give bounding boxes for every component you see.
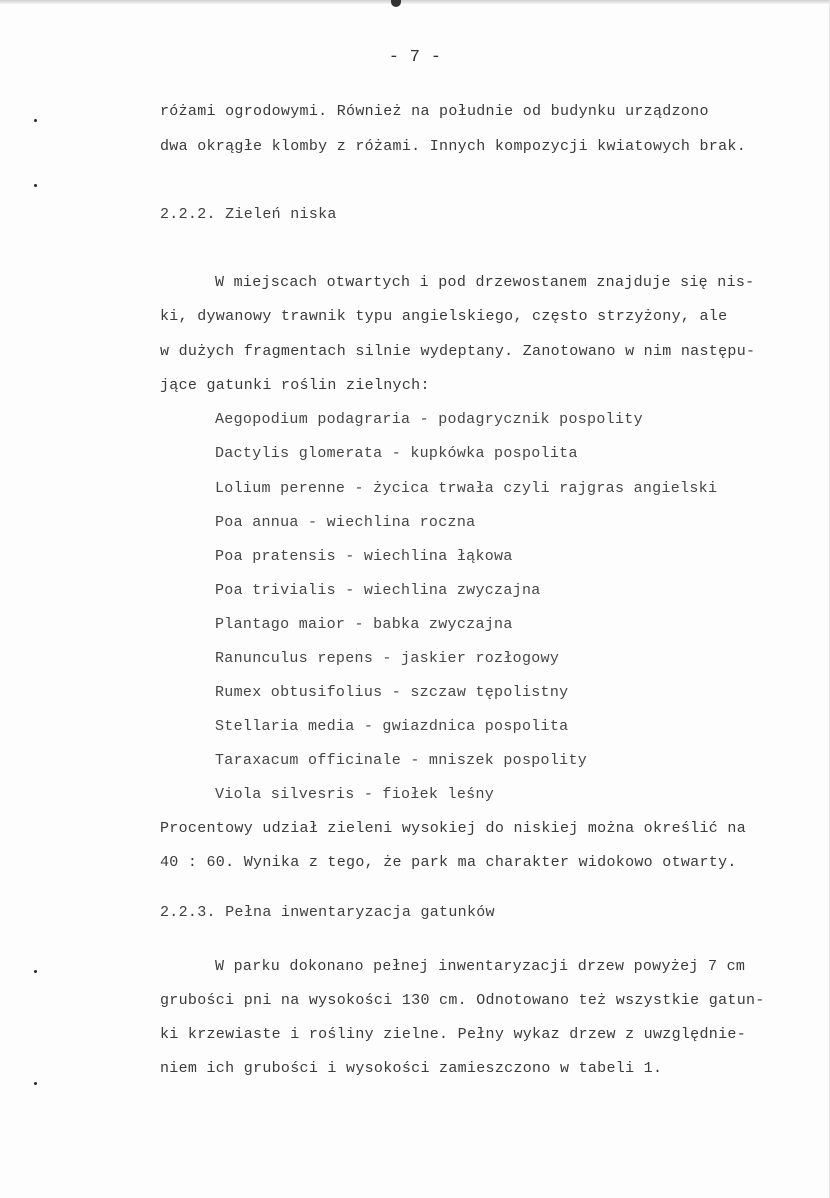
section-heading-low-greenery: 2.2.2. Zieleń niska [160,206,337,223]
paragraph-line: ki, dywanowy trawnik typu angielskiego, często strzyżony, ale [160,308,728,325]
section-heading-inventory: 2.2.3. Pełna inwentaryzacja gatunków [160,904,495,921]
paragraph-line: ki krzewiaste i rośliny zielne. Pełny wykaz drzew z uwzględnie- [160,1026,746,1043]
species-list-item: Viola silvesris - fiołek leśny [215,786,495,803]
species-list-item: Ranunculus repens - jaskier rozłogowy [215,650,560,667]
species-list-item: Aegopodium podagraria - podagrycznik pospolity [215,411,643,428]
paragraph-line: Procentowy udział zieleni wysokiej do niskiej można określić na [160,820,746,837]
page-number: - 7 - [388,48,442,67]
paragraph-line: W miejscach otwartych i pod drzewostanem znajduje się nis- [215,274,755,291]
paragraph-line: niem ich grubości i wysokości zamieszczono w tabeli 1. [160,1060,663,1077]
species-list-item: Taraxacum officinale - mniszek pospolity [215,752,588,769]
species-list-item: Poa annua - wiechlina roczna [215,514,476,531]
paragraph-line: jące gatunki roślin zielnych: [160,377,430,394]
species-list-item: Plantago maior - babka zwyczajna [215,616,513,633]
paragraph-line: grubości pni na wysokości 130 cm. Odnotowano też wszystkie gatun- [160,992,765,1009]
margin-dot [34,1082,37,1085]
intro-line: dwa okrągłe klomby z różami. Innych kompozycji kwiatowych brak. [160,138,746,155]
species-list-item: Lolium perenne - życica trwała czyli rajgras angielski [215,480,718,497]
margin-dot [34,119,37,122]
species-list-item: Dactylis glomerata - kupkówka pospolita [215,445,578,462]
margin-dot [34,184,37,187]
species-list-item: Poa pratensis - wiechlina łąkowa [215,548,513,565]
margin-dot [34,970,37,973]
species-list-item: Poa trivialis - wiechlina zwyczajna [215,582,541,599]
species-list-item: Rumex obtusifolius - szczaw tępolistny [215,684,569,701]
species-list-item: Stellaria media - gwiazdnica pospolita [215,718,569,735]
intro-line: różami ogrodowymi. Również na południe od budynku urządzono [160,103,709,120]
paragraph-line: 40 : 60. Wynika z tego, że park ma charakter widokowo otwarty. [160,854,737,871]
scan-top-edge [0,0,830,4]
paragraph-line: w dużych fragmentach silnie wydeptany. Zanotowano w nim następu- [160,343,756,360]
paragraph-line: W parku dokonano pełnej inwentaryzacji drzew powyżej 7 cm [215,958,746,975]
binding-mark [391,0,401,7]
